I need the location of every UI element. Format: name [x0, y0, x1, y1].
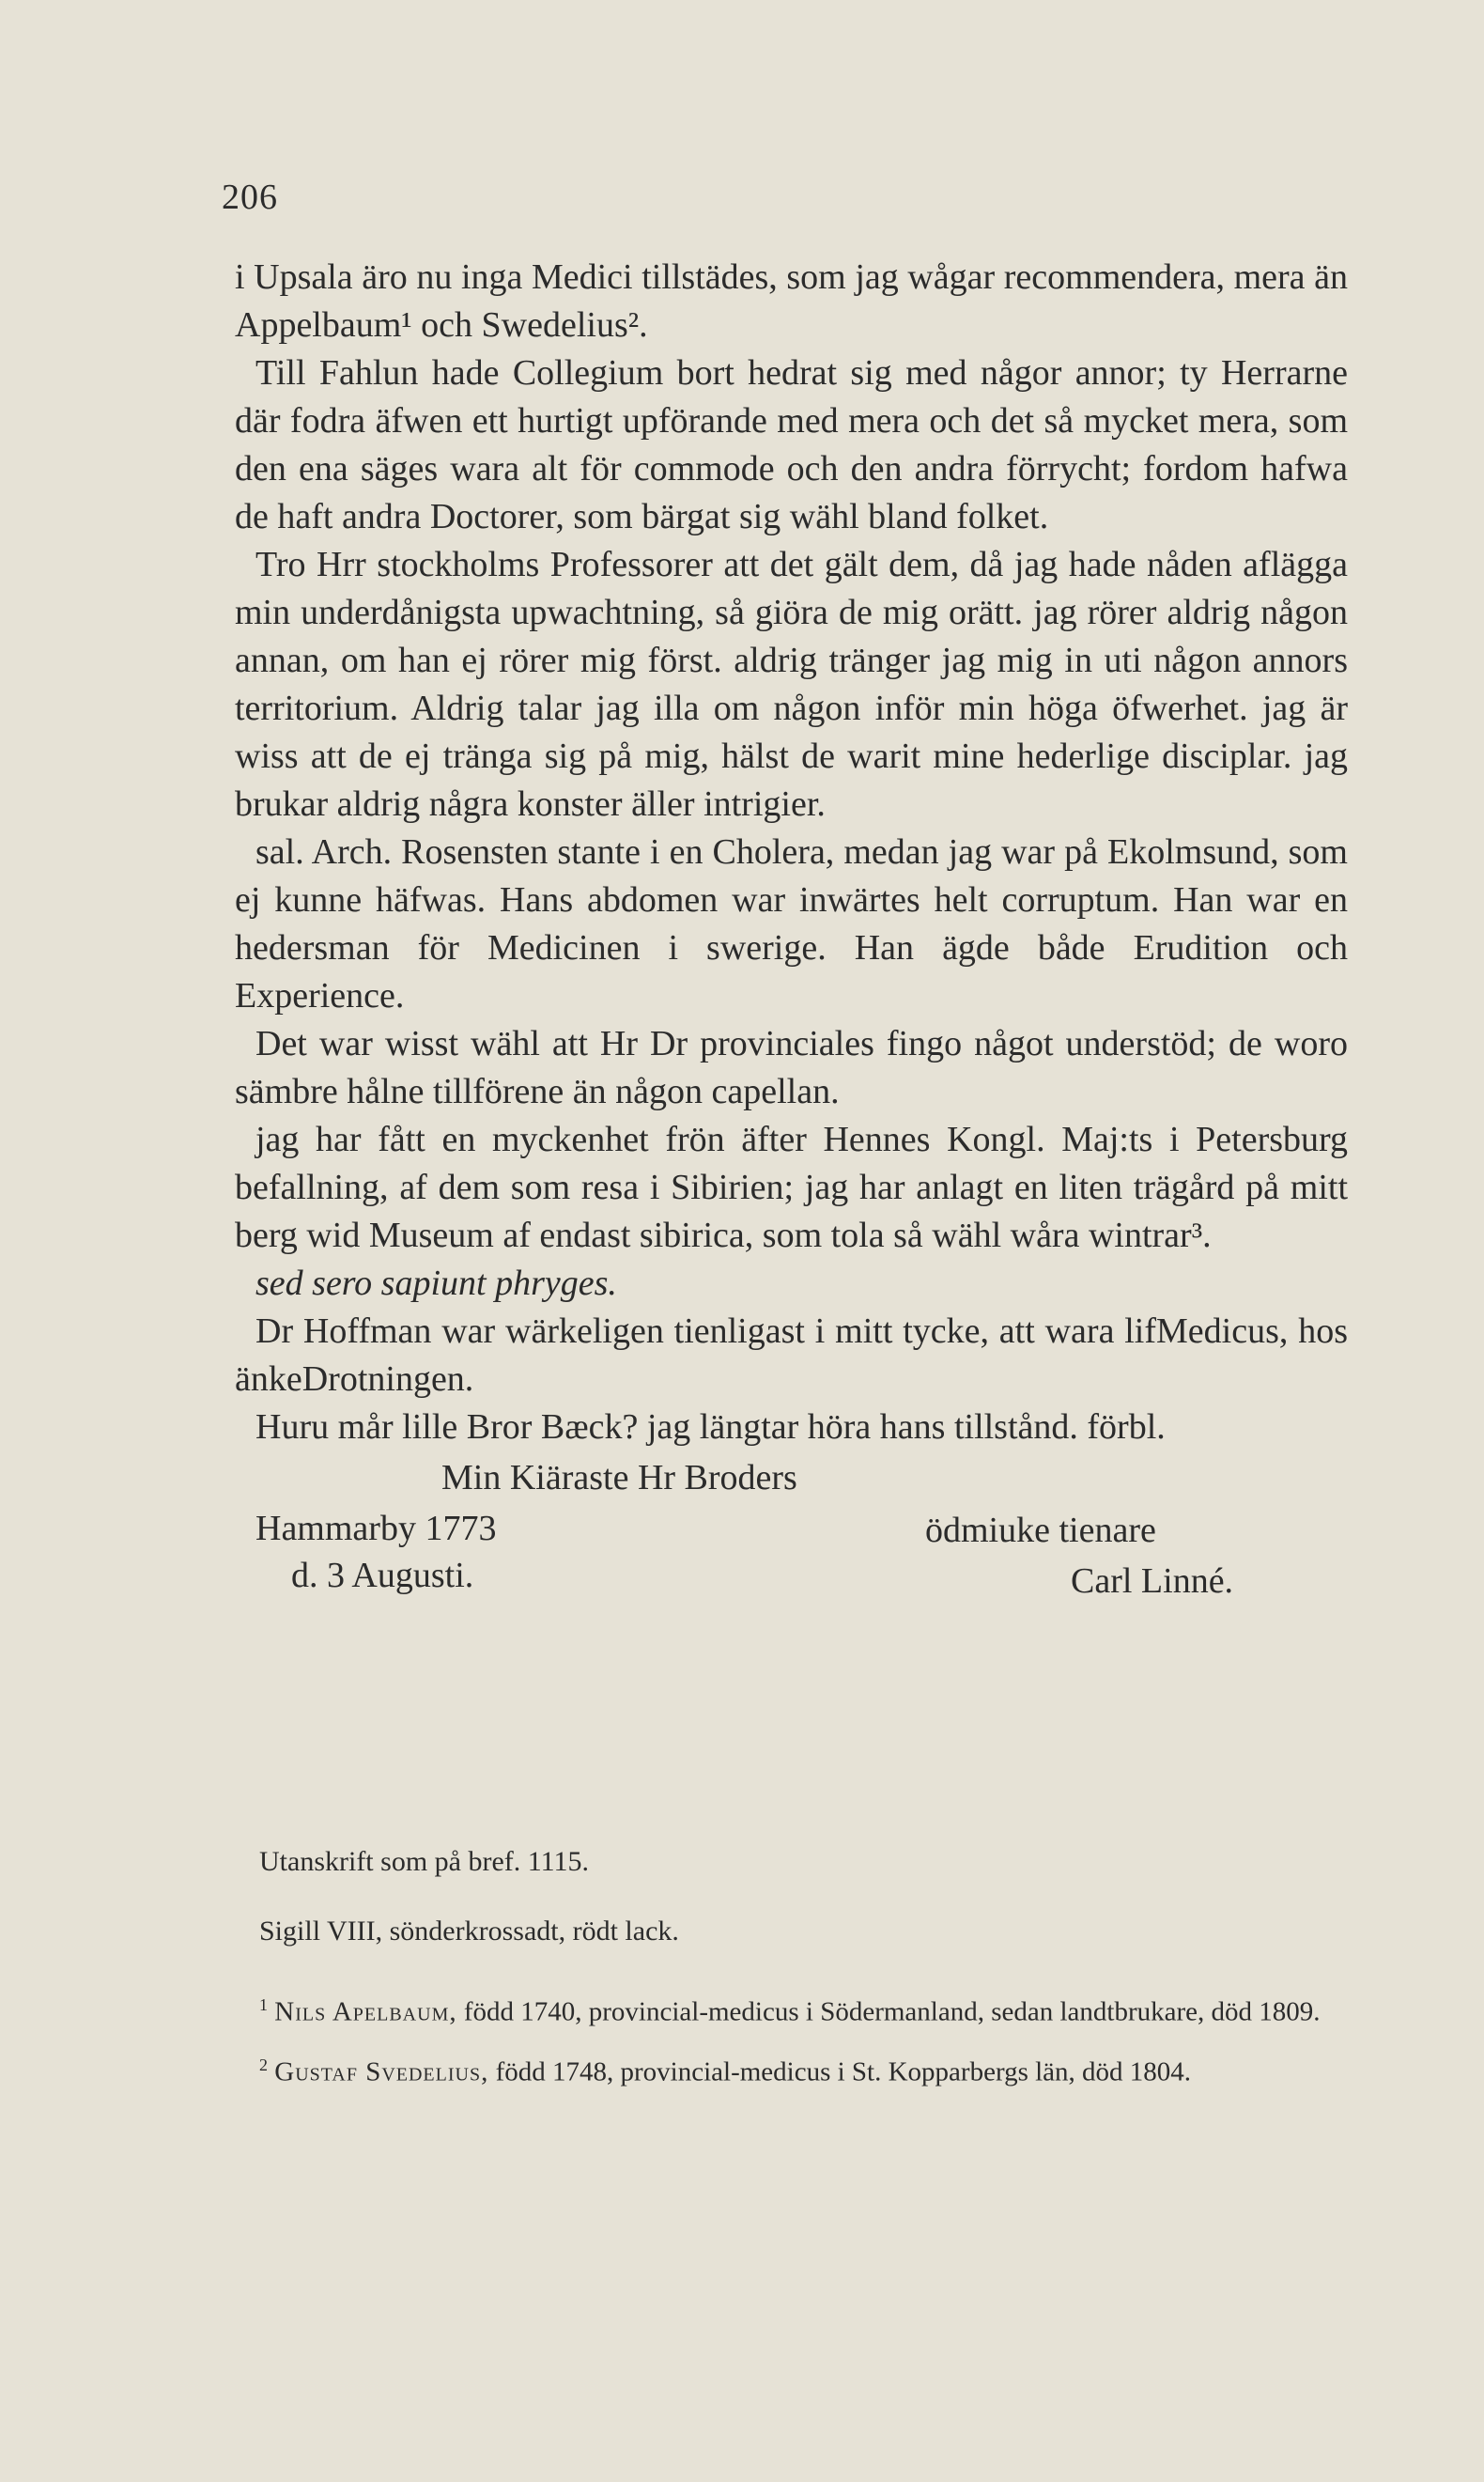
footnote-1-text: född 1740, provincial-medicus i Södermanland, sedan landtbrukare, död 1809. [463, 1996, 1321, 2027]
footnote-1-mark: 1 [259, 1995, 268, 2014]
letter-body [235, 254, 1348, 1705]
footnote-1 [235, 1985, 1348, 2032]
paragraph-7: Dr Hoffman war wärkeligen tienligast i mitt tycke, att wara lifMedicus, hos änkeDrotningen. [235, 1311, 1348, 1399]
footnote-2-name: Gustaf Svedelius, [274, 2056, 489, 2087]
closing-servant: ödmiuke tienare [925, 1511, 1156, 1550]
footnote-2 [235, 2045, 1348, 2092]
page-number: 206 [222, 178, 278, 217]
signature: Carl Linné. [1071, 1561, 1234, 1601]
closing-date: d. 3 Augusti. [291, 1556, 474, 1595]
paragraph-3: Tro Hrr stockholms Professorer att det gält dem, då jag hade nåden aflägga min underdånigsta upwachtning, så giöra de mig orätt. jag rörer aldrig någon annan, om han ej rörer mig först. aldrig tränger jag mig in uti någon annors territorium. Aldrig talar jag illa om någon inför min höga öfwerhet. jag är wiss att de ej tränga sig på mig, hälst de warit mine hederlige disciplar. jag brukar aldrig några konster äller intrigier. [235, 545, 1348, 824]
footnote-1-name: Nils Apelbaum, [274, 1996, 457, 2027]
paragraph-5: Det war wisst wähl att Hr Dr provinciales fingo något understöd; de woro sämbre hålne tillförene än någon capellan. [235, 1024, 1348, 1111]
footnote-2-mark: 2 [259, 2055, 268, 2074]
paragraph-2: Till Fahlun hade Collegium bort hedrat sig med någor annor; ty Herrarne där fodra äfwen ett hurtigt upförande med mera och det så mycket mera, som den ena säges wara alt för commode och den andra förrycht; fordom hafwa de haft andra Doctorer, som bärgat sig wähl bland folket. [235, 353, 1348, 536]
paragraph-1: i Upsala äro nu inga Medici tillstädes, som jag wågar recommendera, mera än Appelbaum¹ och Swedelius². [235, 257, 1348, 345]
closing-salutation: Min Kiäraste Hr Broders [441, 1458, 797, 1497]
latin-quote: sed sero sapiunt phryges. [255, 1264, 617, 1303]
address-note: Utanskrift som på bref. 1115. [259, 1846, 590, 1877]
paragraph-8: Huru mår lille Bror Bæck? jag längtar höra hans tillstånd. förbl. [255, 1407, 1166, 1447]
footnote-2-text: född 1748, provincial-medicus i St. Kopparbergs län, död 1804. [495, 2056, 1192, 2087]
letter-closing [235, 1451, 1348, 1705]
paragraph-6: jag har fått en myckenhet frön äfter Hennes Kongl. Maj:ts i Petersburg befallning, af dem som resa i Sibirien; jag har anlagt en liten trägård på mitt berg wid Museum af endast sibirica, som tola så wähl wåra wintrar³. [235, 1120, 1348, 1255]
seal-note: Sigill VIII, sönderkrossadt, rödt lack. [259, 1916, 679, 1947]
editorial-notes [235, 1846, 1348, 2091]
paragraph-4: sal. Arch. Rosensten stante i en Cholera, medan jag war på Ekolmsund, som ej kunne häfwas. Hans abdomen war inwärtes helt corruptum. Han war en hedersman för Medicinen i swerige. Han ägde både Erudition och Experience. [235, 832, 1348, 1016]
closing-place-year: Hammarby 1773 [255, 1509, 497, 1548]
